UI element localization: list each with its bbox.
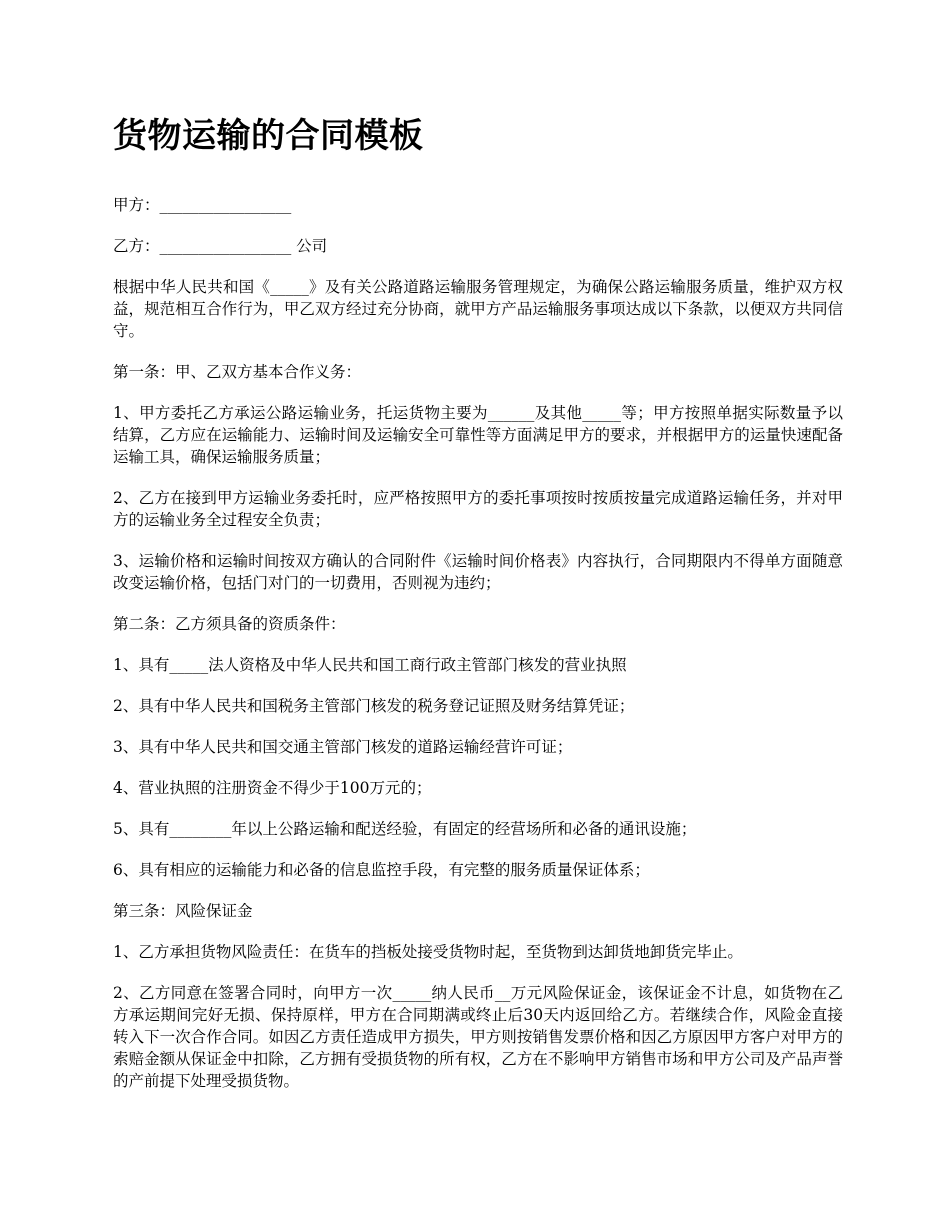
- party-b-line: 乙方：_________________ 公司: [113, 237, 328, 255]
- article-2-clause-5: 5、具有________年以上公路运输和配送经验，有固定的经营场所和必备的通讯设施；: [113, 820, 697, 838]
- document-title: 货物运输的合同模板: [113, 116, 424, 156]
- article-2-clause-4: 4、营业执照的注册资金不得少于100万元的；: [113, 779, 432, 797]
- article-1-clause-1: 1、甲方委托乙方承运公路运输业务，托运货物主要为______及其他_____等；甲方按照单据实际数量予以结算，乙方应在运输能力、运输时间及运输安全可靠性等方面满足甲方的要求，并根据甲方的运量快速配备运输工具，确保运输服务质量；: [113, 404, 843, 466]
- article-3-heading: 第三条：风险保证金: [113, 902, 253, 920]
- article-3-clause-1: 1、乙方承担货物风险责任：在货车的挡板处接受货物时起，至货物到达卸货地卸货完毕止。: [113, 943, 743, 961]
- article-2-clause-2: 2、具有中华人民共和国税务主管部门核发的税务登记证照及财务结算凭证；: [113, 697, 635, 715]
- article-2-heading: 第二条：乙方须具备的资质条件：: [113, 615, 346, 633]
- article-1-heading: 第一条：甲、乙双方基本合作义务：: [113, 363, 362, 381]
- party-a-line: 甲方：_________________: [113, 196, 292, 214]
- article-1-clause-2: 2、乙方在接到甲方运输业务委托时，应严格按照甲方的委托事项按时按质按量完成道路运输任务，并对甲方的运输业务全过程安全负责；: [113, 489, 843, 529]
- article-3-clause-2: 2、乙方同意在签署合同时，向甲方一次_____纳人民币__万元风险保证金，该保证金不计息，如货物在乙方承运期间完好无损、保持原样，甲方在合同期满或终止后30天内返回给乙方。若继续合作，风险金直接转入下一次合作合同。如因乙方责任造成甲方损失，甲方则按销售发票价格和因乙方原因甲方客户对甲方的索赔金额从保证金中扣除，乙方拥有受损货物的所有权，乙方在不影响甲方销售市场和甲方公司及产品声誉的产前提下处理受损货物。: [113, 984, 843, 1090]
- article-2-clause-1: 1、具有_____法人资格及中华人民共和国工商行政主管部门核发的营业执照: [113, 656, 627, 674]
- preamble-paragraph: 根据中华人民共和国《_____》及有关公路道路运输服务管理规定，为确保公路运输服务质量，维护双方权益，规范相互合作行为，甲乙双方经过充分协商，就甲方产品运输服务事项达成以下条款，以便双方共同信守。: [113, 278, 843, 340]
- article-2-clause-6: 6、具有相应的运输能力和必备的信息监控手段，有完整的服务质量保证体系；: [113, 861, 650, 879]
- article-2-clause-3: 3、具有中华人民共和国交通主管部门核发的道路运输经营许可证；: [113, 738, 573, 756]
- article-1-clause-3: 3、运输价格和运输时间按双方确认的合同附件《运输时间价格表》内容执行，合同期限内不得单方面随意改变运输价格，包括门对门的一切费用，否则视为违约；: [113, 552, 843, 592]
- document-page: [113, 110, 843, 1111]
